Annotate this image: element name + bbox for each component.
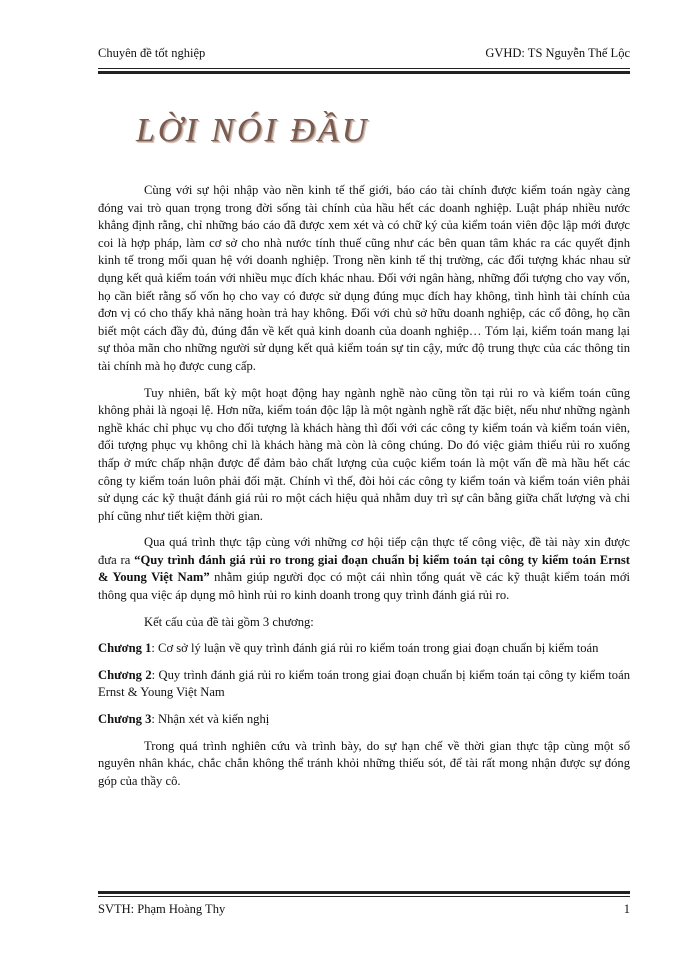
chapter-3-text: : Nhận xét và kiến nghị: [151, 712, 270, 727]
chapter-2-text: : Quy trình đánh giá rủi ro kiểm toán trong giai đoạn chuẩn bị kiểm toán tại công ty kiểm toán Ernst & Young Việt Nam: [98, 667, 630, 700]
chapter-2: [98, 667, 630, 702]
topic-title: “Quy trình đánh giá rủi ro trong giai đoạn chuẩn bị kiểm toán tại công ty kiểm toán Ernst & Young Việt Nam”: [98, 552, 630, 585]
paragraph-structure: Kết cấu của đề tài gồm 3 chương:: [144, 614, 314, 629]
header-rule-thick: [98, 71, 630, 74]
topic-tail: nhằm giúp người đọc có một cái nhìn tổng quát về các kỹ thuật kiểm toán mới thông qua việc áp dụng mô hình rủi ro kinh doanh trong quy trình đánh giá rủi ro.: [98, 570, 630, 603]
paragraph-topic: [98, 534, 630, 604]
chapter-2-label: Chương 2: [98, 667, 152, 682]
header-advisor: GVHD: TS Nguyễn Thế Lộc: [485, 46, 630, 60]
header-rule-thin: [98, 68, 630, 69]
body-text: [98, 182, 630, 799]
paragraph-risk: Tuy nhiên, bất kỳ một hoạt động hay ngành nghề nào cũng tồn tại rủi ro và kiểm toán cũng không phải là ngoại lệ. Hơn nữa, kiểm toán độc lập là một ngành nghề rất đặc biệt, nếu như những ngành nghề khác chỉ phục vụ cho đối tượng là khách hàng thì đối với các công ty kiểm toán và kiểm toán viên, đối tượng phục vụ không chỉ là khách hàng mà còn là công chúng. Do đó việc giảm thiểu rủi ro xuống thấp ở mức chấp nhận được để đảm bảo chất lượng của cuộc kiểm toán là một vấn đề mà hầu hết các công ty kiểm toán luôn phải đối mặt. Chính vì thế, đòi hỏi các công ty kiểm toán và kiểm toán viên phải sử dụng các kỹ thuật đánh giá rủi ro một cách hiệu quả nhằm duy trì sự cân bằng giữa chất lượng và chi phí cũng như tiết kiệm thời gian.: [98, 385, 630, 523]
paragraph-intro: Cùng với sự hội nhập vào nền kinh tế thế giới, báo cáo tài chính được kiểm toán ngày càng đóng vai trò quan trọng trong đời sống tài chính của hầu hết các doanh nghiệp. Luật pháp nhiều nước khẳng định rằng, chỉ những báo cáo đã được xem xét và có chữ ký của kiểm toán viên độc lập mới được coi là hợp pháp, làm cơ sở cho nhà nước tính thuế cũng như các bên quan tâm khác ra các quyết định kinh tế trong mối quan hệ với doanh nghiệp. Trong nền kinh tế thị trường, các đối tượng khác nhau sử dụng kết quả kiểm toán với nhiều mục đích khác nhau. Đối với ngân hàng, những đối tượng cho vay vốn, họ cần biết rằng số vốn họ cho vay có được sử dụng đúng mục đích hay không, tình hình tài chính của đơn vị có cho thấy khả năng hoàn trả hay không. Đối với chủ sở hữu doanh nghiệp, các cổ đông, họ cần biết một cách đầy đủ, đúng đắn về kết quả kinh doanh của doanh nghiệp… Tóm lại, kiểm toán mang lại sự thỏa mãn cho những người sử dụng kết quả kiểm toán sự tin cậy, mức độ trung thực của các thông tin tài chính mà họ được cung cấp.: [98, 183, 630, 373]
footer-rule-thin: [98, 896, 630, 897]
footer-student: SVTH: Phạm Hoàng Thy: [98, 902, 226, 916]
footer-rule-thick: [98, 891, 630, 894]
topic-lead: Qua quá trình thực tập cùng với những cơ hội tiếp cận thực tế công việc, đề tài này xin được đưa ra: [98, 535, 630, 567]
chapter-3: [98, 711, 630, 729]
header-thesis-label: Chuyên đề tốt nghiệp: [98, 46, 206, 60]
chapter-1: [98, 640, 630, 658]
page-header: [98, 42, 630, 66]
chapter-3-label: Chương 3: [98, 712, 152, 727]
chapter-1-label: Chương 1: [98, 641, 152, 656]
page-number: 1: [623, 902, 630, 916]
chapter-1-text: : Cơ sở lý luận về quy trình đánh giá rủi ro kiểm toán trong giai đoạn chuẩn bị kiểm toán: [151, 641, 599, 656]
paragraph-closing: Trong quá trình nghiên cứu và trình bày, do sự hạn chế về thời gian thực tập cùng một số nguyên nhân khác, chắc chắn không thể tránh khỏi những thiếu sót, để tài rất mong nhận được sự đóng góp của thầy cô.: [98, 738, 630, 788]
page-title: LỜI NÓI ĐẦU: [136, 112, 370, 149]
